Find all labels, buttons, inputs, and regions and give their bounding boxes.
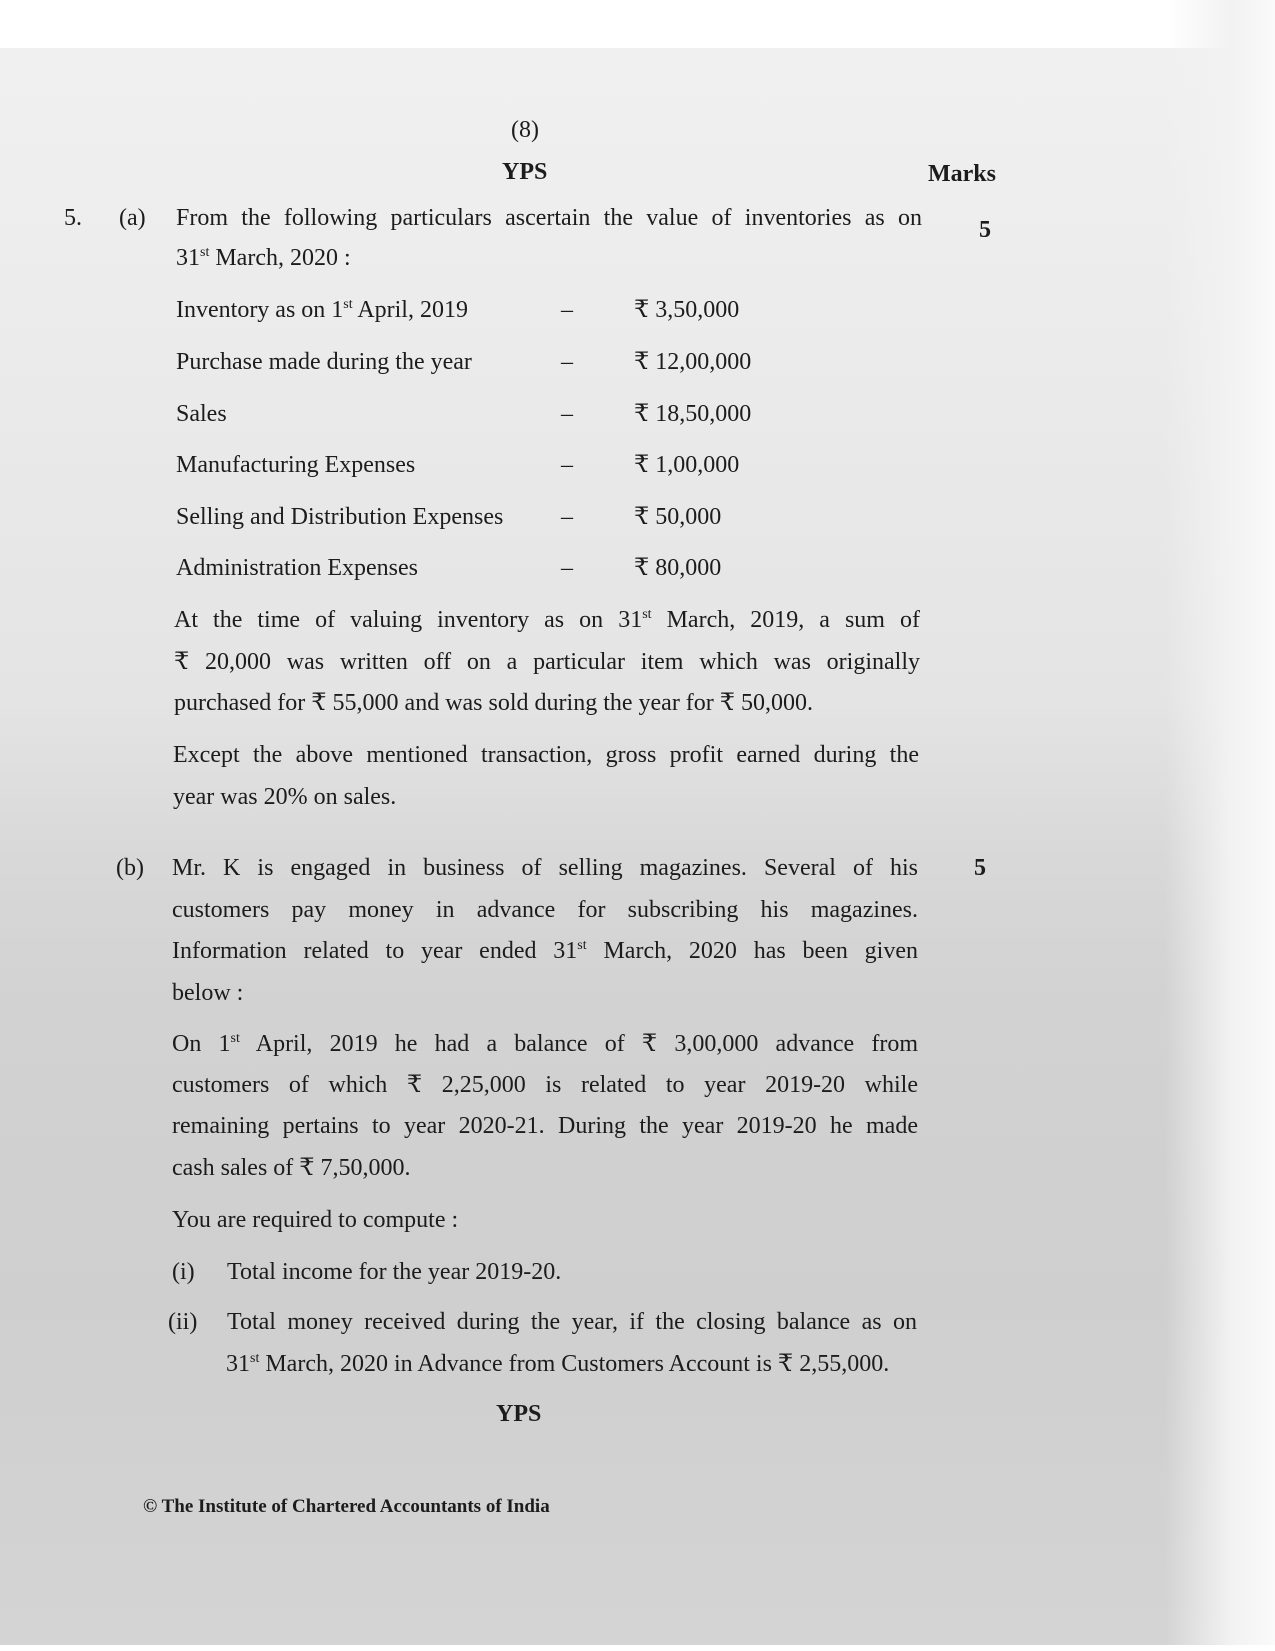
part-a-para1-line-2: ₹ 20,000 was written off on a particular item which was originally [174, 650, 920, 674]
part-a-label: (a) [119, 205, 146, 231]
part-b-required: You are required to compute : [172, 1207, 459, 1233]
part-b-para1-line-3: Information related to year ended 31st March, 2020 has been given [172, 939, 918, 963]
part-b-para1-line-2: customers pay money in advance for subscribing his magazines. [172, 898, 918, 922]
scan-top-margin [0, 0, 1275, 48]
sub-item-text-continued: 31st March, 2020 in Advance from Customers Account is ₹ 2,55,000. [226, 1351, 890, 1377]
part-a-para1-line-1: At the time of valuing inventory as on 31st March, 2019, a sum of [174, 608, 920, 632]
page-number: (8) [511, 117, 539, 143]
part-a-para2-line-1: Except the above mentioned transaction, gross profit earned during the [173, 743, 919, 767]
part-a-para2-line-2: year was 20% on sales. [173, 784, 397, 810]
marks-header: Marks [928, 161, 996, 187]
particular-dash: – [561, 349, 573, 375]
particular-dash: – [561, 504, 573, 530]
particular-label: Manufacturing Expenses [176, 452, 416, 478]
part-b-marks: 5 [974, 855, 986, 881]
part-b-para2-line-3: remaining pertains to year 2020-21. During the year 2019-20 he made [172, 1114, 918, 1138]
part-b-para1-line-1: Mr. K is engaged in business of selling magazines. Several of his [172, 856, 918, 880]
sub-item-text: Total money received during the year, if the closing balance as on [227, 1310, 917, 1334]
header-watermark: YPS [502, 159, 548, 185]
scan-right-edge [1165, 0, 1275, 1651]
particular-value: ₹ 50,000 [634, 504, 722, 530]
particular-dash: – [561, 297, 573, 323]
particular-label: Purchase made during the year [176, 349, 472, 375]
particular-value: ₹ 3,50,000 [634, 297, 740, 323]
particular-value: ₹ 80,000 [634, 555, 722, 581]
part-a-para1-line-3: purchased for ₹ 55,000 and was sold during the year for ₹ 50,000. [174, 690, 814, 716]
particular-value: ₹ 18,50,000 [634, 401, 752, 427]
question-number: 5. [64, 205, 82, 231]
particular-label: Selling and Distribution Expenses [176, 504, 504, 530]
part-a-intro-line-2: 31st March, 2020 : [176, 245, 351, 271]
particular-dash: – [561, 452, 573, 478]
part-a-intro-line-1: From the following particulars ascertain the value of inventories as on [176, 206, 922, 230]
sub-item-label: (i) [172, 1259, 195, 1285]
footer-watermark: YPS [496, 1401, 542, 1427]
part-b-para1-line-4: below : [172, 980, 244, 1006]
part-b-para2-line-1: On 1st April, 2019 he had a balance of ₹ 3,00,000 advance from [172, 1032, 918, 1056]
particular-label: Inventory as on 1st April, 2019 [176, 297, 468, 323]
part-a-marks: 5 [979, 217, 991, 243]
part-b-para2-line-2: customers of which ₹ 2,25,000 is related to year 2019-20 while [172, 1073, 918, 1097]
part-b-para2-line-4: cash sales of ₹ 7,50,000. [172, 1155, 411, 1181]
copyright-notice: © The Institute of Chartered Accountants of India [143, 1496, 550, 1517]
particular-label: Administration Expenses [176, 555, 418, 581]
particular-value: ₹ 1,00,000 [634, 452, 740, 478]
part-b-label: (b) [116, 855, 144, 881]
particular-label: Sales [176, 401, 227, 427]
scan-bottom-margin [0, 1645, 1275, 1651]
sub-item-text: Total income for the year 2019-20. [227, 1259, 562, 1285]
particular-dash: – [561, 555, 573, 581]
particular-dash: – [561, 401, 573, 427]
particular-value: ₹ 12,00,000 [634, 349, 752, 375]
sub-item-label: (ii) [168, 1309, 198, 1335]
